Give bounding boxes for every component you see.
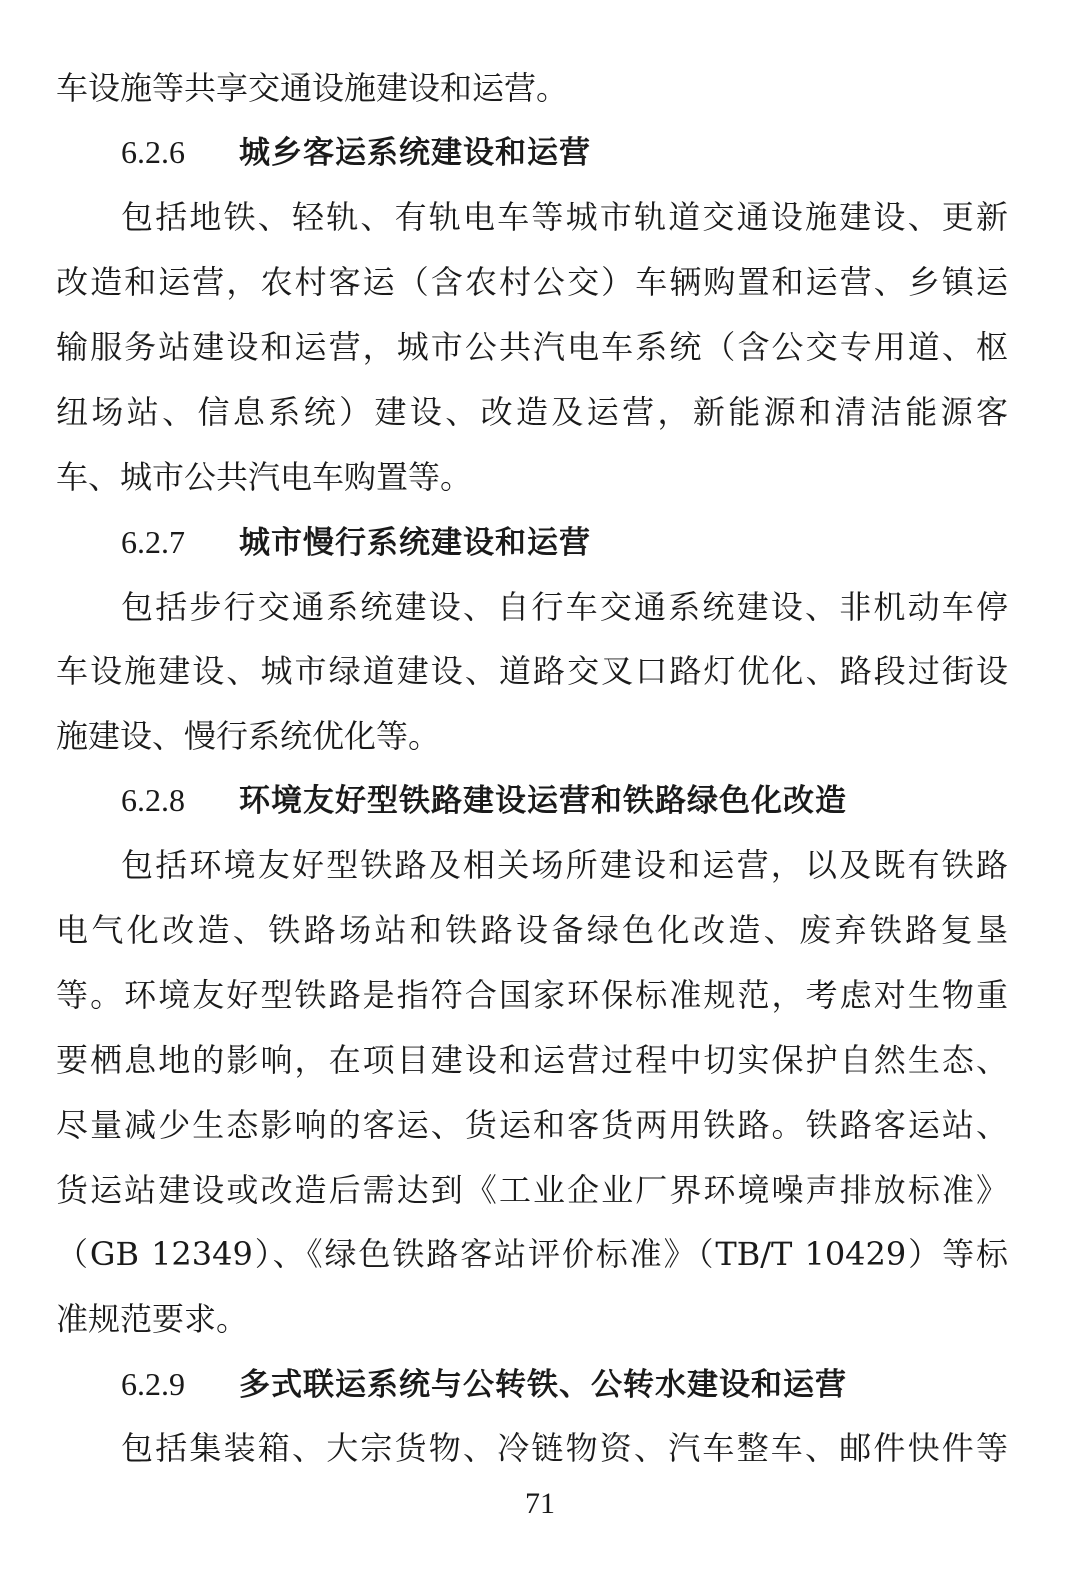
paragraph-line: 准规范要求。 <box>56 1300 249 1338</box>
paragraph-line: 输服务站建设和运营，城市公共汽电车系统（含公交专用道、枢 <box>56 328 1008 366</box>
section-title: 城乡客运系统建设和运营 <box>239 135 591 171</box>
section-heading-6-2-6 <box>121 132 591 173</box>
section-title: 多式联运系统与公转铁、公转水建设和运营 <box>239 1367 847 1403</box>
section-title: 环境友好型铁路建设运营和铁路绿色化改造 <box>239 783 847 819</box>
section-number: 6.2.9 <box>121 1366 185 1402</box>
paragraph-line: 货运站建设或改造后需达到《工业企业厂界环境噪声排放标准》 <box>56 1171 1008 1209</box>
paragraph-line: 改造和运营，农村客运（含农村公交）车辆购置和运营、乡镇运 <box>56 263 1008 301</box>
paragraph-line: 等。环境友好型铁路是指符合国家环保标准规范，考虑对生物重 <box>56 976 1008 1014</box>
paragraph-line: 包括地铁、轻轨、有轨电车等城市轨道交通设施建设、更新 <box>121 198 1008 236</box>
section-number: 6.2.6 <box>121 134 185 170</box>
paragraph-line: （GB 12349）、《绿色铁路客站评价标准》（TB/T 10429）等标 <box>56 1235 1008 1273</box>
paragraph-line: 包括集装箱、大宗货物、冷链物资、汽车整车、邮件快件等 <box>121 1429 1008 1467</box>
paragraph-line: 要栖息地的影响，在项目建设和运营过程中切实保护自然生态、 <box>56 1041 1008 1079</box>
paragraph-line: 施建设、慢行系统优化等。 <box>56 717 441 755</box>
section-number: 6.2.8 <box>121 782 185 818</box>
paragraph-line: 纽场站、信息系统）建设、改造及运营，新能源和清洁能源客 <box>56 393 1008 431</box>
section-heading-6-2-8 <box>121 780 847 821</box>
section-number: 6.2.7 <box>121 524 185 560</box>
paragraph-line: 包括步行交通系统建设、自行车交通系统建设、非机动车停 <box>121 588 1008 626</box>
paragraph-line: 车、城市公共汽电车购置等。 <box>56 458 473 496</box>
page-number: 71 <box>525 1487 555 1520</box>
paragraph-line: 尽量减少生态影响的客运、货运和客货两用铁路。铁路客运站、 <box>56 1106 1008 1144</box>
paragraph-line: 包括环境友好型铁路及相关场所建设和运营，以及既有铁路 <box>121 846 1008 884</box>
paragraph-line: 车设施等共享交通设施建设和运营。 <box>56 69 569 107</box>
paragraph-line: 电气化改造、铁路场站和铁路设备绿色化改造、废弃铁路复垦 <box>56 911 1008 949</box>
section-title: 城市慢行系统建设和运营 <box>239 525 591 561</box>
section-heading-6-2-7 <box>121 522 591 563</box>
paragraph-line: 车设施建设、城市绿道建设、道路交叉口路灯优化、路段过街设 <box>56 652 1008 690</box>
section-heading-6-2-9 <box>121 1364 847 1405</box>
